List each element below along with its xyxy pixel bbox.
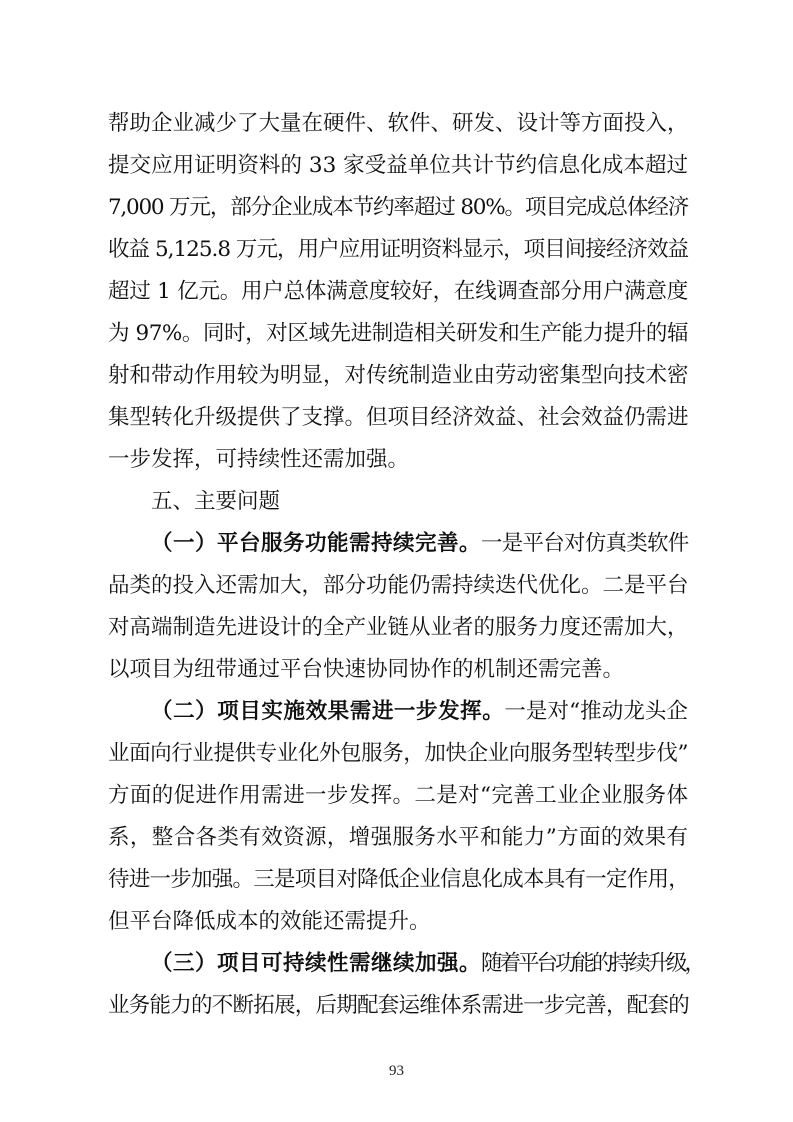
paragraph-line: 收益 5,125.8 万元，用户应用证明资料显示，项目间接经济效益 bbox=[108, 237, 688, 262]
issue-3-title: （三）项目可持续性需继续加强。 bbox=[151, 951, 482, 976]
issue-1-text: 一是平台对仿真类软件 bbox=[481, 531, 689, 556]
page-number: 93 bbox=[389, 1063, 404, 1079]
paragraph-line: 系，整合各类有效资源，增强服务水平和能力”方面的效果有 bbox=[108, 825, 688, 850]
paragraph-line: 对高端制造先进设计的全产业链从业者的服务力度还需加大， bbox=[108, 615, 689, 640]
paragraph-line: 7,000 万元，部分企业成本节约率超过 80%。项目完成总体经济 bbox=[108, 195, 688, 220]
paragraph-line: 超过 1 亿元。用户总体满意度较好，在线调查部分用户满意度 bbox=[108, 279, 688, 304]
paragraph-line: 方面的促进作用需进一步发挥。二是对“完善工业企业服务体 bbox=[108, 783, 688, 808]
paragraph-line: 集型转化升级提供了支撑。但项目经济效益、社会效益仍需进 bbox=[108, 405, 689, 430]
issue-1-first-line bbox=[151, 529, 688, 559]
issue-3-text: 随着平台功能的持续升级， bbox=[481, 951, 704, 976]
issue-1-title: （一）平台服务功能需持续完善。 bbox=[151, 531, 482, 556]
paragraph-line: 为 97%。同时，对区域先进制造相关研发和生产能力提升的辐 bbox=[108, 321, 688, 346]
issue-2-text: 一是对“推动龙头企 bbox=[504, 699, 688, 724]
paragraph-line: 以项目为纽带通过平台快速协同协作的机制还需完善。 bbox=[108, 657, 625, 682]
paragraph-line: 射和带动作用较为明显，对传统制造业由劳动密集型向技术密 bbox=[108, 363, 689, 388]
paragraph-line: 业面向行业提供专业化外包服务，加快企业向服务型转型步伐” bbox=[108, 741, 688, 766]
paragraph-line: 提交应用证明资料的 33 家受益单位共计节约信息化成本超过 bbox=[108, 153, 688, 178]
issue-3-first-line bbox=[151, 949, 704, 979]
paragraph-line: 待进一步加强。三是项目对降低企业信息化成本具有一定作用， bbox=[108, 867, 690, 892]
paragraph-line: 但平台降低成本的效能还需提升。 bbox=[108, 909, 431, 934]
paragraph-line: 一步发挥，可持续性还需加强。 bbox=[108, 447, 410, 472]
paragraph-line: 业务能力的不断拓展，后期配套运维体系需进一步完善，配套的 bbox=[108, 993, 690, 1018]
issue-2-title: （二）项目实施效果需进一步发挥。 bbox=[151, 699, 505, 724]
paragraph-line: 品类的投入还需加大，部分功能仍需持续迭代优化。二是平台 bbox=[108, 573, 689, 598]
section-heading: 五、主要问题 bbox=[151, 489, 281, 514]
issue-2-first-line bbox=[151, 697, 688, 727]
paragraph-line: 帮助企业减少了大量在硬件、软件、研发、设计等方面投入， bbox=[108, 111, 689, 136]
